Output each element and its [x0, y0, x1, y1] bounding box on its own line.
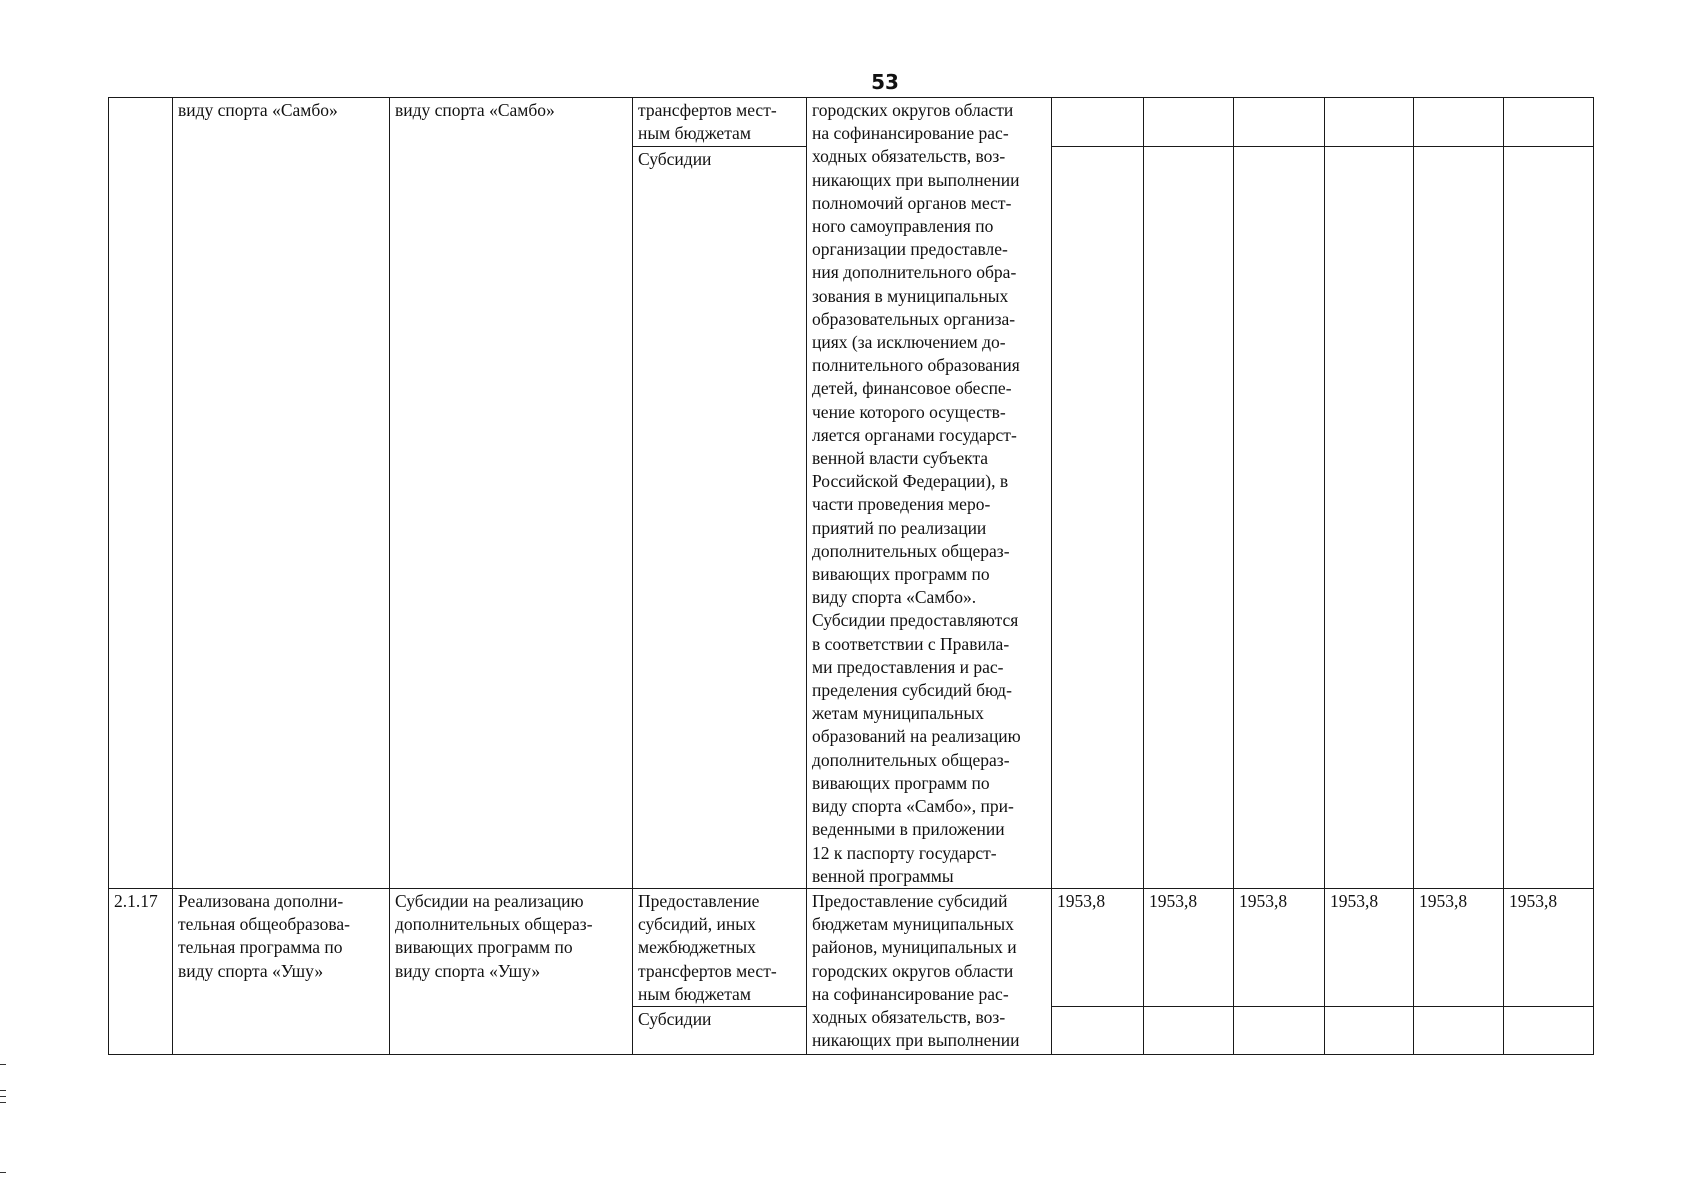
value-cell: [1414, 1006, 1504, 1054]
description-cell: Предоставление субсидий бюджетам муниципальных районов, муниципальных и городских округов области на софинансирование рас- ходных обязательств, воз- никающих при выполнении: [807, 888, 1052, 1054]
row-number-cell: [109, 98, 173, 889]
row-number-cell: 2.1.17: [109, 888, 173, 1054]
value-cell: 1953,8: [1325, 888, 1414, 1006]
value-cell: [1504, 146, 1594, 888]
value-cell: [1234, 98, 1325, 147]
result-cell: виду спорта «Самбо»: [173, 98, 390, 889]
value-cell: [1052, 146, 1144, 888]
value-cell: [1144, 146, 1234, 888]
program-table: [108, 97, 1594, 1055]
value-cell: [1325, 1006, 1414, 1054]
description-cell: городских округов области на софинансирование рас- ходных обязательств, воз- никающих при выполнении полномочий органов мест- ного самоуправления по организации предоставле- ния дополнительного обра- зования в муниципальных образовательных организа- циях (за исключением до- полнительного образования детей, финансовое обеспе- чение которого осуществ- ляется органами государст- венной власти субъекта Российской Федерации), в части проведения меро- приятий по реализации дополнительных общераз- вивающих программ по виду спорта «Самбо». Субсидии предоставляются в соответствии с Правила- ми предоставления и рас- пределения субсидий бюд- жетам муниципальных образований на реализацию дополнительных общераз- вивающих программ по виду спорта «Самбо», при- веденными в приложении 12 к паспорту государст- венной программы: [807, 98, 1052, 889]
scan-margin-mark: [0, 1096, 6, 1097]
funding-type-cell: трансфертов мест- ным бюджетам: [633, 98, 807, 147]
value-cell: [1234, 146, 1325, 888]
page-number: 53: [871, 70, 899, 94]
value-cell: [1144, 98, 1234, 147]
value-cell: [1504, 1006, 1594, 1054]
value-cell: [1234, 1006, 1325, 1054]
value-cell: [1052, 98, 1144, 147]
event-cell: Субсидии на реализацию дополнительных общераз- вивающих программ по виду спорта «Ушу»: [390, 888, 633, 1054]
value-cell: [1414, 146, 1504, 888]
scan-margin-mark: [0, 1090, 6, 1091]
value-cell: [1325, 98, 1414, 147]
funding-type-cell: Субсидии: [633, 1006, 807, 1054]
value-cell: 1953,8: [1414, 888, 1504, 1006]
value-cell: [1414, 98, 1504, 147]
value-cell: 1953,8: [1052, 888, 1144, 1006]
event-cell: виду спорта «Самбо»: [390, 98, 633, 889]
scan-margin-mark: [0, 1102, 6, 1103]
funding-type-cell: Предоставление субсидий, иных межбюджетных трансфертов мест- ным бюджетам: [633, 888, 807, 1006]
table-row: [109, 98, 1594, 147]
value-cell: 1953,8: [1234, 888, 1325, 1006]
funding-type-cell: Субсидии: [633, 146, 807, 888]
scan-margin-mark: [0, 1172, 6, 1173]
value-cell: 1953,8: [1144, 888, 1234, 1006]
table-row: [109, 888, 1594, 1006]
value-cell: 1953,8: [1504, 888, 1594, 1006]
value-cell: [1052, 1006, 1144, 1054]
value-cell: [1504, 98, 1594, 147]
scan-margin-mark: [0, 1064, 6, 1065]
value-cell: [1144, 1006, 1234, 1054]
result-cell: Реализована дополни- тельная общеобразова- тельная программа по виду спорта «Ушу»: [173, 888, 390, 1054]
value-cell: [1325, 146, 1414, 888]
